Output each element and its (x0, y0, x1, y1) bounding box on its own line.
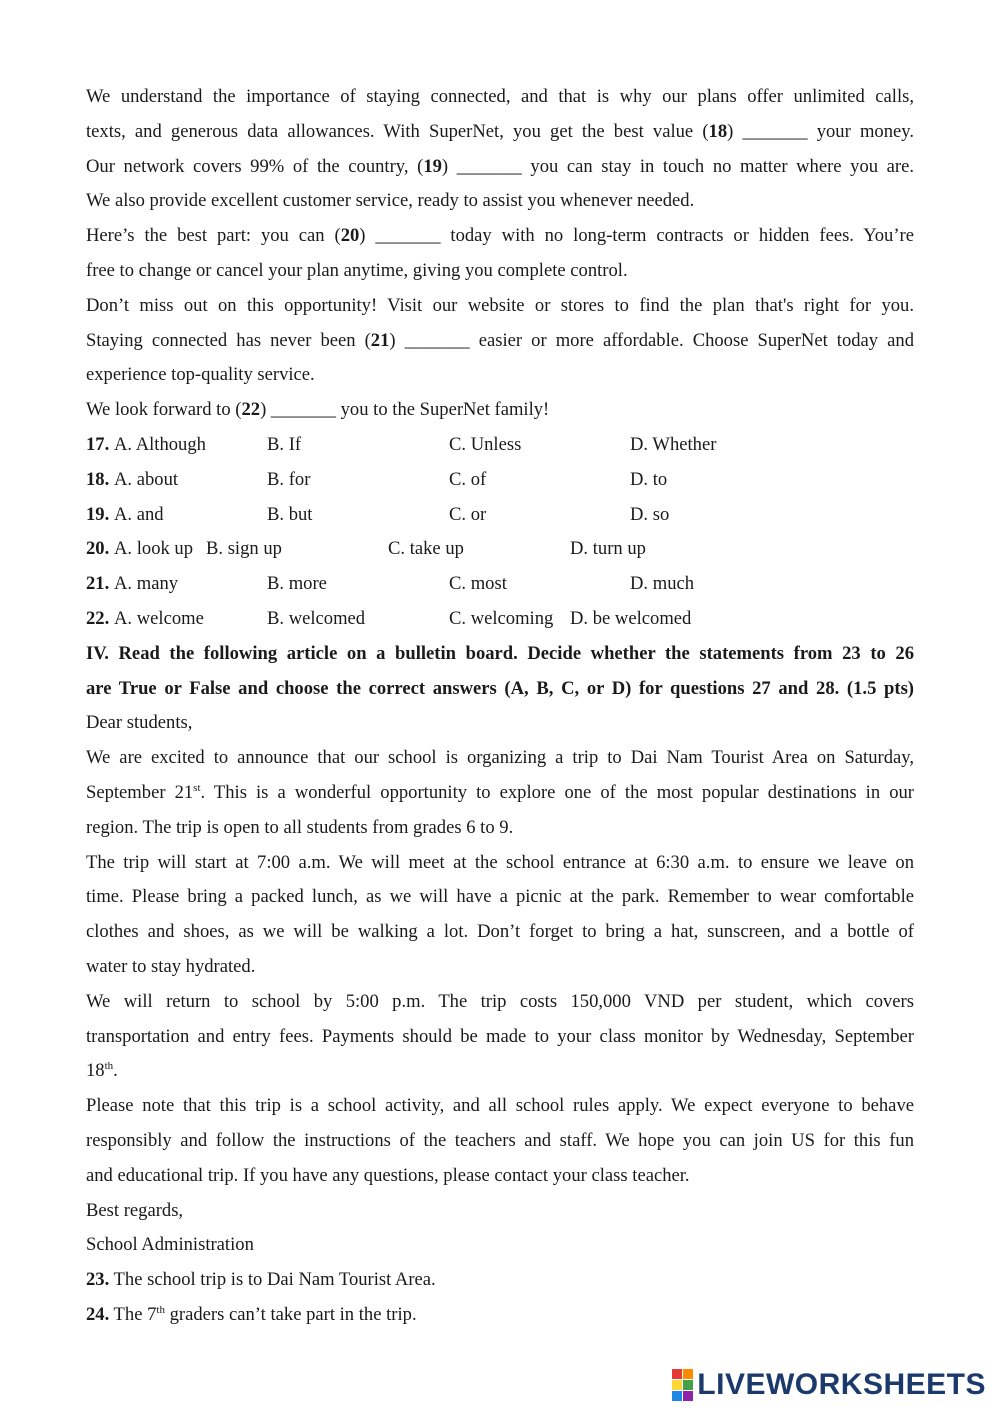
option-c[interactable]: C. Unless (449, 433, 522, 455)
option-b[interactable]: B. welcomed (267, 607, 366, 629)
letter-line: water to stay hydrated. (86, 955, 256, 977)
letter-line: transportation and entry fees. Payments should be made to your class monitor by Wednesday, September (86, 1025, 914, 1047)
option-a[interactable]: A. welcome (114, 607, 204, 629)
blank-number: 19 (423, 155, 442, 177)
option-a[interactable]: A. and (114, 503, 164, 525)
option-c[interactable]: C. take up (388, 538, 464, 560)
question-row-22 (86, 602, 914, 637)
letter-line: September 21st. This is a wonderful opportunity to explore one of the most popular destinations in our (86, 781, 914, 803)
question-number: 20. (86, 538, 110, 560)
option-d[interactable]: D. Whether (630, 433, 717, 455)
logo-block (672, 1380, 682, 1390)
passage-line: We understand the importance of staying connected, and that is why our plans offer unlimited calls, (86, 86, 914, 107)
blank-number: 21 (370, 329, 390, 351)
option-a[interactable]: A. look up (114, 538, 194, 560)
blank-number: 18 (708, 120, 728, 142)
option-d[interactable]: D. to (630, 468, 668, 490)
letter-line: The trip will start at 7:00 a.m. We will meet at the school entrance at 6:30 a.m. to ensure we leave on (86, 851, 914, 873)
question-number: 19. (86, 503, 110, 525)
option-c[interactable]: C. of (449, 468, 487, 490)
question-row-19 (86, 498, 914, 533)
blank-number: 20 (340, 225, 360, 247)
section-heading: are True or False and choose the correct answers (A, B, C, or D) for questions 27 and 28. (1.5 pts) (86, 677, 914, 699)
passage-line: experience top-quality service. (86, 364, 315, 386)
letter-greeting: Dear students, (86, 712, 193, 734)
passage-line: Our network covers 99% of the country, (19) _______ you can stay in touch no matter where you are. (86, 155, 914, 177)
logo-block (683, 1391, 693, 1401)
passage-line: We look forward to (22) _______ you to the SuperNet family! (86, 399, 550, 421)
liveworksheets-logo (672, 1368, 986, 1402)
option-d[interactable]: D. so (630, 503, 670, 525)
option-b[interactable]: B. If (267, 433, 302, 455)
letter-line: region. The trip is open to all students from grades 6 to 9. (86, 816, 514, 838)
letter-line: clothes and shoes, as we will be walking a lot. Don’t forget to bring a hat, sunscreen, and a bottle of (86, 921, 914, 943)
logo-block (672, 1369, 682, 1379)
passage-line: free to change or cancel your plan anytime, giving you complete control. (86, 259, 628, 281)
question-row-18 (86, 463, 914, 498)
logo-block (683, 1380, 693, 1390)
letter-line: Please note that this trip is a school activity, and all school rules apply. We expect everyone to behave (86, 1095, 914, 1117)
passage-line: Here’s the best part: you can (20) _______ today with no long-term contracts or hidden fees. You’re (86, 225, 914, 247)
letter-line: 18th. (86, 1060, 118, 1082)
question-row-21 (86, 567, 914, 602)
passage-line: texts, and generous data allowances. With SuperNet, you get the best value (18) _______ your money. (86, 120, 914, 142)
letter-line: time. Please bring a packed lunch, as we will have a picnic at the park. Remember to wear comfortable (86, 886, 914, 908)
logo-block (683, 1369, 693, 1379)
liveworksheets-logo-text: LIVEWORKSHEETS (697, 1368, 986, 1401)
statement-23: 23. The school trip is to Dai Nam Tourist Area. (86, 1269, 436, 1291)
question-row-20 (86, 532, 914, 567)
option-c[interactable]: C. or (449, 503, 487, 525)
option-d[interactable]: D. turn up (570, 538, 646, 560)
letter-line: We will return to school by 5:00 p.m. The trip costs 150,000 VND per student, which covers (86, 990, 914, 1012)
question-number: 18. (86, 468, 110, 490)
option-a[interactable]: A. many (114, 573, 179, 595)
option-a[interactable]: A. Although (114, 433, 206, 455)
worksheet-page (86, 80, 914, 1333)
option-b[interactable]: B. for (267, 468, 311, 490)
blank-number: 22 (241, 399, 261, 421)
option-c[interactable]: C. welcoming (449, 607, 554, 629)
option-b[interactable]: B. more (267, 573, 327, 595)
question-number: 17. (86, 433, 110, 455)
option-b[interactable]: B. but (267, 503, 313, 525)
statement-24: 24. The 7th graders can’t take part in the trip. (86, 1303, 417, 1325)
liveworksheets-logo-icon (672, 1369, 693, 1401)
letter-closing: Best regards, (86, 1199, 184, 1221)
letter-line: responsibly and follow the instructions of the teachers and staff. We hope you can join US for this fun (86, 1129, 914, 1151)
logo-block (672, 1391, 682, 1401)
option-b[interactable]: B. sign up (206, 538, 282, 560)
letter-signature: School Administration (86, 1234, 254, 1256)
option-c[interactable]: C. most (449, 573, 507, 595)
section-heading: IV. Read the following article on a bulletin board. Decide whether the statements from 23 to 26 (86, 642, 914, 664)
letter-line: and educational trip. If you have any questions, please contact your class teacher. (86, 1164, 690, 1186)
question-number: 22. (86, 607, 110, 629)
question-row-17 (86, 428, 914, 463)
passage-line: We also provide excellent customer service, ready to assist you whenever needed. (86, 190, 695, 212)
letter-line: We are excited to announce that our school is organizing a trip to Dai Nam Tourist Area on Saturday, (86, 747, 914, 769)
question-number: 21. (86, 573, 110, 595)
option-d[interactable]: D. be welcomed (570, 607, 692, 629)
passage-line: Don’t miss out on this opportunity! Visit our website or stores to find the plan that's right for you. (86, 294, 914, 316)
option-d[interactable]: D. much (630, 573, 695, 595)
option-a[interactable]: A. about (114, 468, 179, 490)
passage-line: Staying connected has never been (21) _______ easier or more affordable. Choose SuperNet today and (86, 329, 914, 351)
